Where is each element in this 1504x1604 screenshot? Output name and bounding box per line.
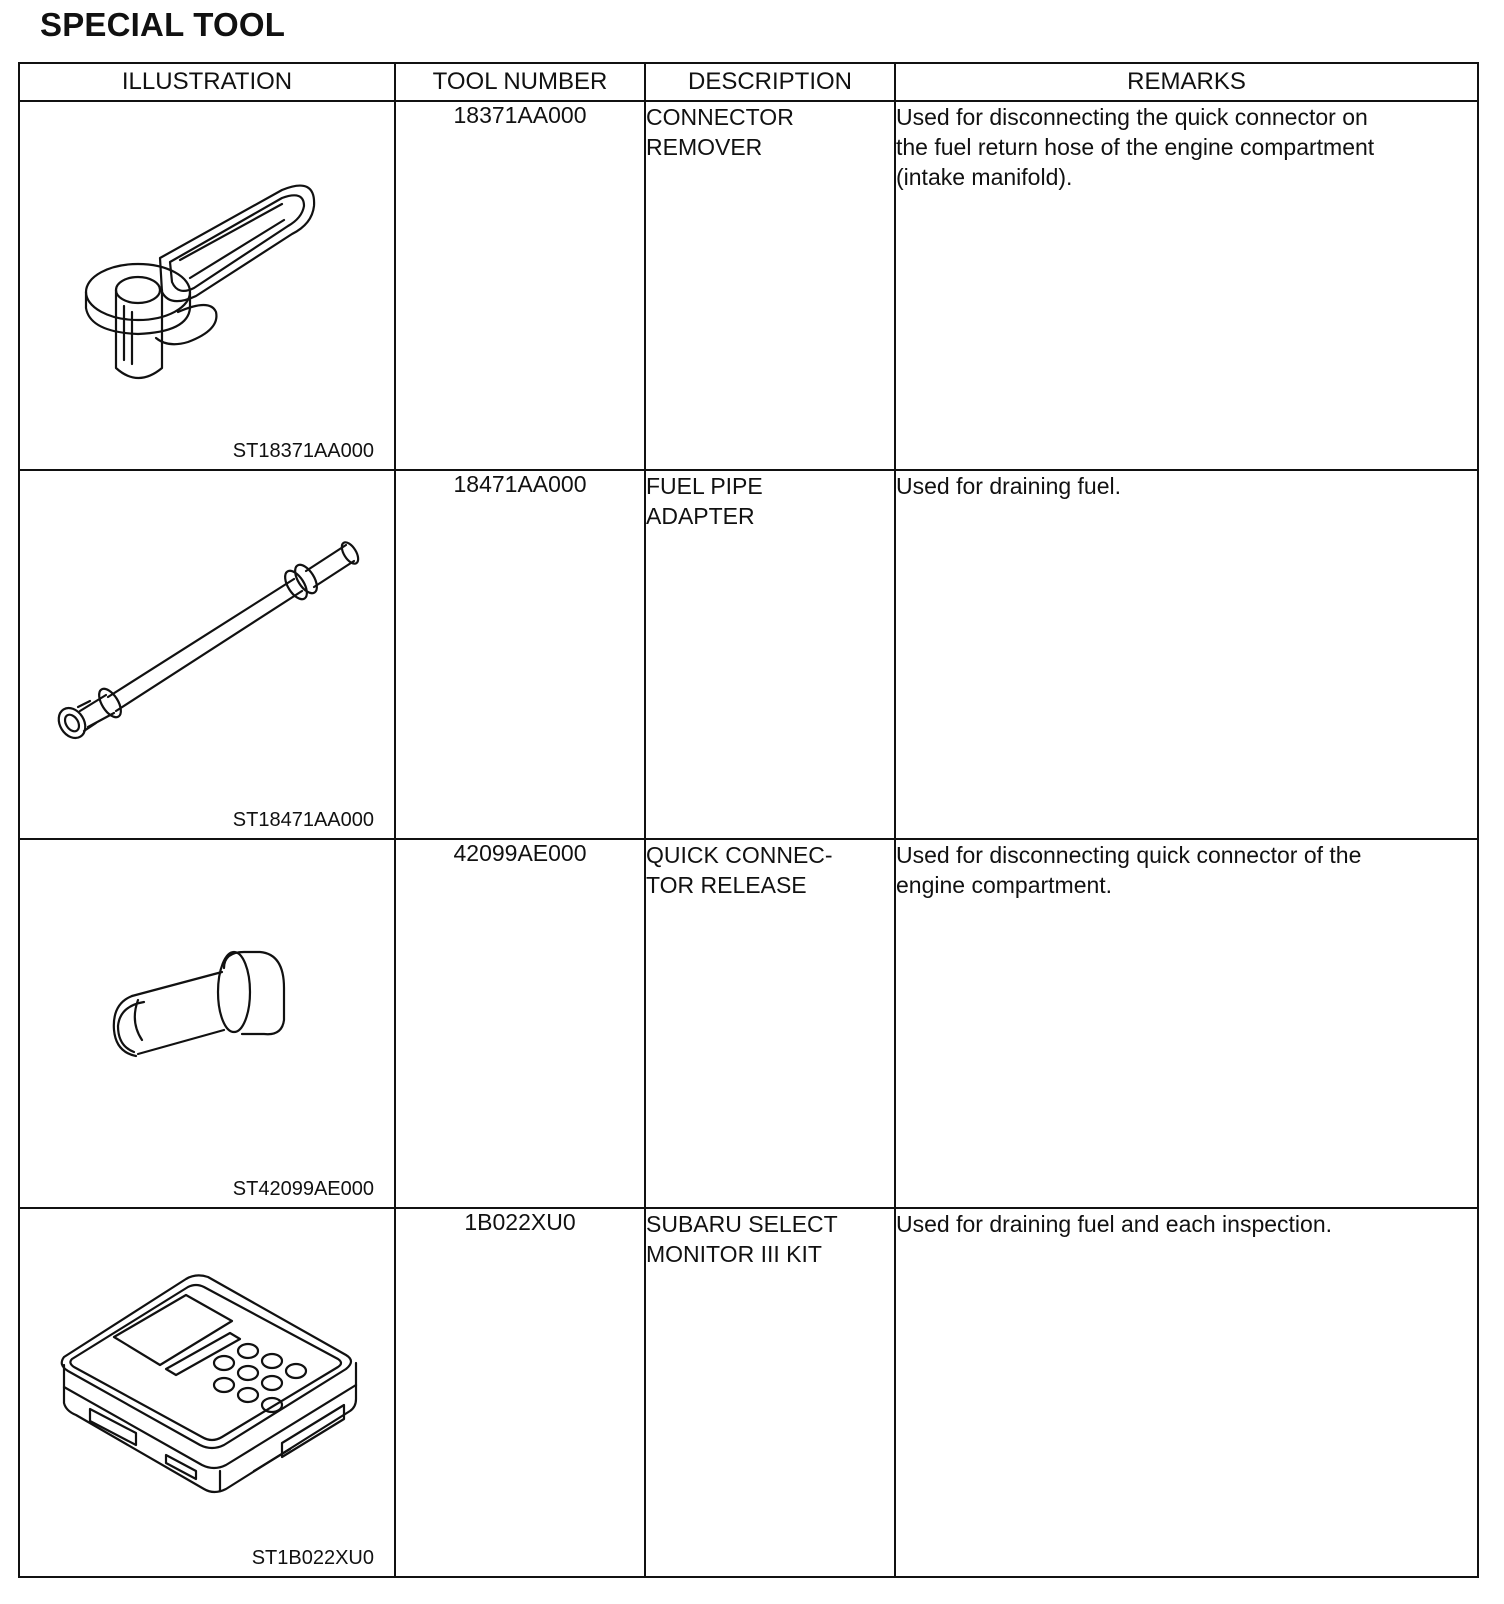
description-line: QUICK CONNEC-: [646, 842, 833, 868]
header-remarks: REMARKS: [895, 63, 1478, 101]
illustration-code: ST1B022XU0: [251, 1547, 374, 1569]
illustration-code: ST18471AA000: [232, 809, 374, 831]
remarks-line: Used for disconnecting quick connector of the: [896, 842, 1362, 868]
remarks-line: Used for draining fuel and each inspection.: [896, 1211, 1333, 1237]
illustration-code: ST18371AA000: [232, 440, 374, 462]
fuel-pipe-adapter-drawing: [20, 471, 388, 838]
description-line: SUBARU SELECT: [646, 1211, 838, 1237]
remarks-line: the fuel return hose of the engine compartment: [896, 134, 1375, 160]
header-illustration: ILLUSTRATION: [19, 63, 395, 101]
description-line: REMOVER: [646, 134, 763, 160]
connector-remover-drawing: [20, 102, 388, 469]
description-line: CONNECTOR: [646, 104, 794, 130]
table-header-row: [19, 63, 1478, 101]
remarks-line: engine compartment.: [896, 872, 1113, 898]
table-row: [19, 101, 1478, 470]
description-cell: [645, 1208, 895, 1577]
illustration-cell: [19, 839, 395, 1208]
table-row: [19, 470, 1478, 839]
remarks-cell: [895, 470, 1478, 839]
remarks-cell: [895, 101, 1478, 470]
quick-connector-release-drawing: [20, 840, 388, 1207]
description-line: ADAPTER: [646, 503, 755, 529]
tool-number: 42099AE000: [395, 839, 645, 1208]
page-title: SPECIAL TOOL: [40, 6, 286, 43]
description-cell: [645, 470, 895, 839]
illustration-cell: [19, 101, 395, 470]
remarks-cell: [895, 839, 1478, 1208]
description-line: FUEL PIPE: [646, 473, 763, 499]
remarks-line: Used for draining fuel.: [896, 473, 1122, 499]
illustration-cell: [19, 1208, 395, 1577]
description-cell: [645, 101, 895, 470]
tool-number: 18471AA000: [395, 470, 645, 839]
description-line: MONITOR III KIT: [646, 1241, 822, 1267]
select-monitor-kit-drawing: [20, 1209, 388, 1576]
header-tool-number: TOOL NUMBER: [395, 63, 645, 101]
remarks-line: (intake manifold).: [896, 164, 1073, 190]
table-row: [19, 1208, 1478, 1577]
description-cell: [645, 839, 895, 1208]
tool-number: 1B022XU0: [395, 1208, 645, 1577]
remarks-cell: [895, 1208, 1478, 1577]
tool-number: 18371AA000: [395, 101, 645, 470]
special-tool-table: [18, 62, 1479, 1578]
illustration-code: ST42099AE000: [232, 1178, 374, 1200]
description-line: TOR RELEASE: [646, 872, 807, 898]
header-description: DESCRIPTION: [645, 63, 895, 101]
illustration-cell: [19, 470, 395, 839]
remarks-line: Used for disconnecting the quick connector on: [896, 104, 1368, 130]
table-row: [19, 839, 1478, 1208]
